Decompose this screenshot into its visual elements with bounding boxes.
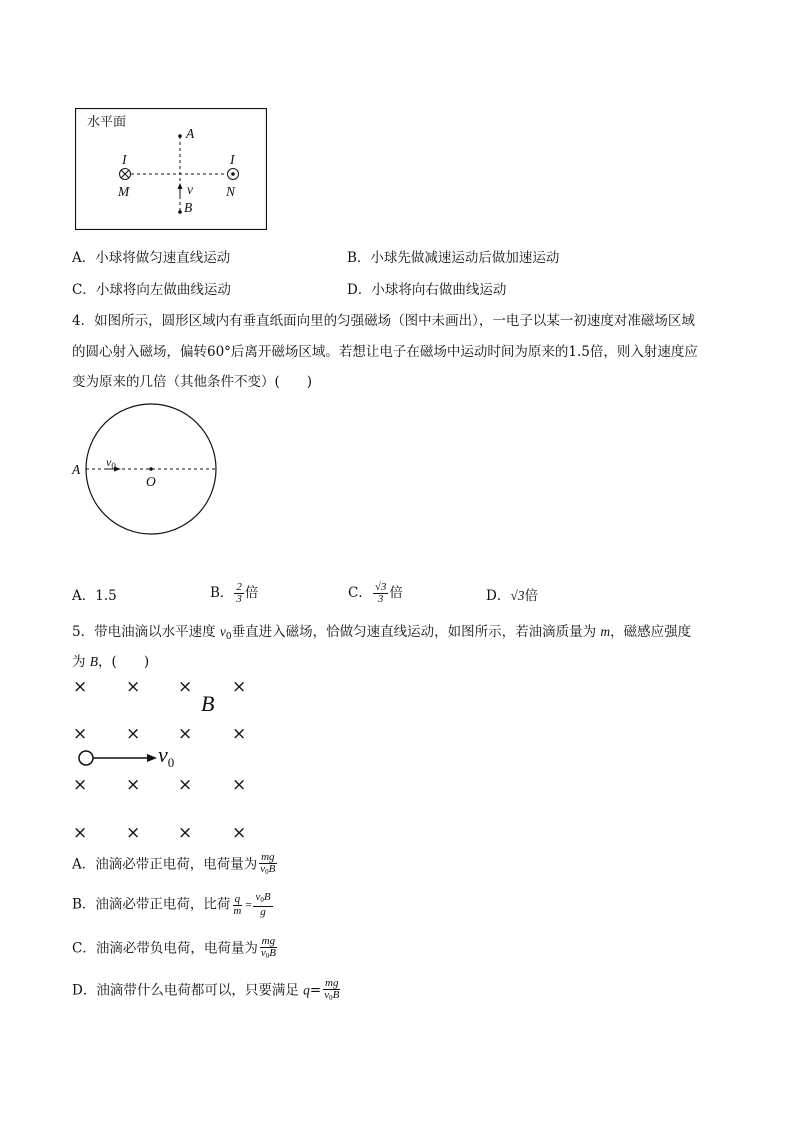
option-text: 小球将向左做曲线运动 (95, 282, 231, 298)
q4-option-b: B． $\frac{2}{3}$ 倍 (210, 581, 259, 605)
q5-stem-line2: 为 B，( ) (72, 654, 150, 670)
field-cross: × (126, 677, 141, 697)
field-cross: × (126, 823, 141, 843)
field-cross: × (178, 677, 193, 697)
option-text: 小球先做减速运动后做加速运动 (370, 250, 560, 266)
q3-option-a (72, 248, 230, 268)
q5-option-b: B．油滴必带正电荷，比荷 $\frac{q}{m}$ = $\frac{v_0B}{g}$ (72, 891, 271, 918)
label-I-right: I (230, 152, 235, 167)
label-v: v (187, 182, 193, 197)
label-I-left: I (122, 152, 127, 167)
field-cross: × (178, 775, 193, 795)
q3-option-b (347, 248, 559, 268)
field-cross: × (232, 677, 247, 697)
field-label-B: B (201, 691, 215, 716)
figure-circular-field-svg (70, 400, 220, 540)
option-letter: D． (347, 282, 372, 298)
label-M: M (118, 184, 130, 199)
q5-option-c: C．油滴必带负电荷，电荷量为 $\frac{mg}{v_0B}$ (72, 935, 276, 960)
point-A-dot (178, 134, 182, 138)
q5-option-d: D．油滴带什么电荷都可以，只要满足 q= $\frac{mg}{v_0B}$ (72, 977, 340, 1002)
center-O-dot (149, 467, 153, 471)
label-v0: $v_0$ (158, 742, 175, 770)
option-text: 小球将做匀速直线运动 (95, 250, 231, 266)
field-cross: × (178, 724, 193, 744)
field-cross: × (232, 775, 247, 795)
q4-stem-line1: 4．如图所示，圆形区域内有垂直纸面向里的匀强磁场（图中未画出），一电子以某一初速度对准磁场区域 (72, 313, 695, 329)
velocity-arrowhead (147, 754, 157, 762)
field-cross: × (126, 724, 141, 744)
oil-drop (79, 751, 93, 765)
q4-stem-line3: 变为原来的几倍（其他条件不变）( ) (72, 374, 313, 390)
q4-option-c: C． $\frac{√3}{3}$ 倍 (348, 581, 403, 605)
field-cross: × (232, 823, 247, 843)
figure-horizontal-plane (75, 108, 267, 230)
label-A: A (186, 126, 195, 141)
field-cross: × (73, 775, 88, 795)
q4-option-a: A．1.5 (72, 588, 117, 604)
point-B-dot (178, 210, 182, 214)
q4-option-d: D．√3倍 (486, 588, 538, 604)
field-cross: × (232, 724, 247, 744)
label-A: A (72, 462, 81, 477)
figure-magnetic-field (70, 676, 260, 846)
wire-M-into-page-icon (120, 169, 131, 180)
field-cross: × (73, 724, 88, 744)
field-cross: × (178, 823, 193, 843)
option-letter: B． (347, 250, 371, 266)
label-v0: $v_0$ (106, 455, 116, 471)
q5-option-a: A．油滴必带正电荷，电荷量为 $\frac{mg}{v_0B}$ (72, 851, 276, 876)
label-B: B (184, 200, 193, 215)
q5-stem-line1: 5．带电油滴以水平速度 $v_0$垂直进入磁场，恰做匀速直线运动，如图所示，若油滴质量为 m，磁感应强度 (72, 624, 692, 642)
label-N: N (226, 184, 236, 199)
option-text: 小球将向右做曲线运动 (371, 282, 507, 298)
figure-circular-field (70, 400, 220, 540)
plane-title: 水平面 (87, 115, 127, 130)
label-O: O (146, 474, 156, 489)
q3-option-c (72, 280, 231, 300)
field-cross: × (73, 823, 88, 843)
oil-drop-velocity-svg (70, 746, 170, 770)
velocity-arrowhead (178, 183, 183, 189)
option-letter: C． (72, 282, 96, 298)
option-letter: A． (72, 250, 96, 266)
wire-N-out-of-page-icon (228, 169, 239, 180)
q4-stem-line2: 的圆心射入磁场，偏转60°后离开磁场区域。若想让电子在磁场中运动时间为原来的1.5倍，则入射速度应 (72, 344, 698, 360)
field-cross: × (126, 775, 141, 795)
field-cross: × (73, 677, 88, 697)
q3-option-d (347, 280, 506, 300)
